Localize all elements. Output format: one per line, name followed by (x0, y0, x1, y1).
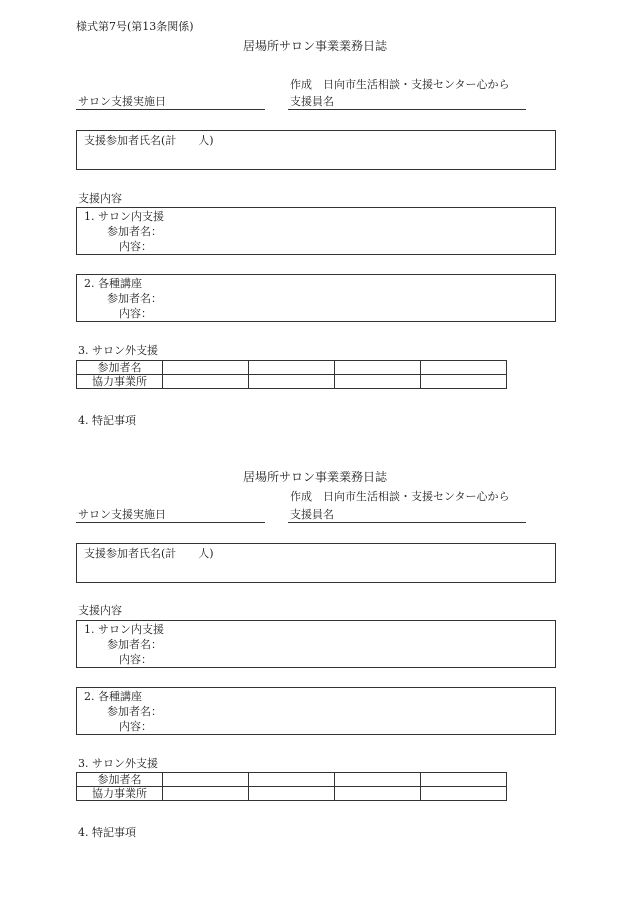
participants-box[interactable] (76, 130, 556, 170)
item4-heading: 4. 特記事項 (78, 826, 136, 839)
salon-outer-support-table (76, 772, 507, 801)
date-label: サロン支援実施日 (78, 508, 166, 521)
salon-inner-support-box[interactable] (76, 207, 556, 255)
table-cell[interactable] (249, 773, 335, 787)
row-label-partner-office: 協力事業所 (77, 375, 163, 389)
item1-participants-label: 参加者名： (107, 638, 162, 651)
content-heading: 支援内容 (78, 192, 122, 205)
table-cell[interactable] (421, 361, 507, 375)
content-heading: 支援内容 (78, 604, 122, 617)
table-row (77, 361, 507, 375)
creator-line: 作成 日向市生活相談・支援センター心から (290, 490, 510, 503)
item1-content-label: 内容： (119, 240, 152, 253)
table-cell[interactable] (335, 361, 421, 375)
table-cell[interactable] (249, 361, 335, 375)
row-label-participants: 参加者名 (77, 361, 163, 375)
item1-participants-label: 参加者名： (107, 225, 162, 238)
item2-heading: 2. 各種講座 (84, 690, 142, 703)
staff-label: 支援員名 (290, 95, 334, 108)
page-title: 居場所サロン事業業務日誌 (243, 39, 388, 53)
staff-field-line[interactable] (288, 522, 526, 523)
page-title: 居場所サロン事業業務日誌 (243, 470, 388, 484)
table-cell[interactable] (249, 375, 335, 389)
row-label-participants: 参加者名 (77, 773, 163, 787)
participants-box[interactable] (76, 543, 556, 583)
item1-heading: 1. サロン内支援 (84, 210, 164, 223)
item2-heading: 2. 各種講座 (84, 277, 142, 290)
table-row (77, 773, 507, 787)
date-field-line[interactable] (76, 522, 265, 523)
item1-content-label: 内容： (119, 653, 152, 666)
lectures-box[interactable] (76, 687, 556, 735)
form-number: 様式第7号(第13条関係) (76, 20, 194, 33)
staff-field-line[interactable] (288, 109, 526, 110)
table-cell[interactable] (163, 361, 249, 375)
item2-participants-label: 参加者名： (107, 292, 162, 305)
staff-label: 支援員名 (290, 508, 334, 521)
table-cell[interactable] (335, 375, 421, 389)
item1-heading: 1. サロン内支援 (84, 623, 164, 636)
salon-outer-support-table (76, 360, 507, 389)
table-cell[interactable] (163, 375, 249, 389)
table-row (77, 375, 507, 389)
table-cell[interactable] (421, 787, 507, 801)
item4-heading: 4. 特記事項 (78, 414, 136, 427)
date-field-line[interactable] (76, 109, 265, 110)
row-label-partner-office: 協力事業所 (77, 787, 163, 801)
participants-label: 支援参加者氏名(計 人) (84, 134, 214, 147)
table-cell[interactable] (421, 375, 507, 389)
item3-heading: 3. サロン外支援 (78, 344, 158, 357)
date-label: サロン支援実施日 (78, 95, 166, 108)
table-cell[interactable] (249, 787, 335, 801)
lectures-box[interactable] (76, 274, 556, 322)
item3-heading: 3. サロン外支援 (78, 757, 158, 770)
item2-content-label: 内容： (119, 720, 152, 733)
item2-participants-label: 参加者名： (107, 705, 162, 718)
table-cell[interactable] (335, 787, 421, 801)
table-cell[interactable] (163, 773, 249, 787)
salon-inner-support-box[interactable] (76, 620, 556, 668)
table-cell[interactable] (163, 787, 249, 801)
table-cell[interactable] (421, 773, 507, 787)
table-cell[interactable] (335, 773, 421, 787)
table-row (77, 787, 507, 801)
creator-line: 作成 日向市生活相談・支援センター心から (290, 78, 510, 91)
item2-content-label: 内容： (119, 307, 152, 320)
participants-label: 支援参加者氏名(計 人) (84, 547, 214, 560)
